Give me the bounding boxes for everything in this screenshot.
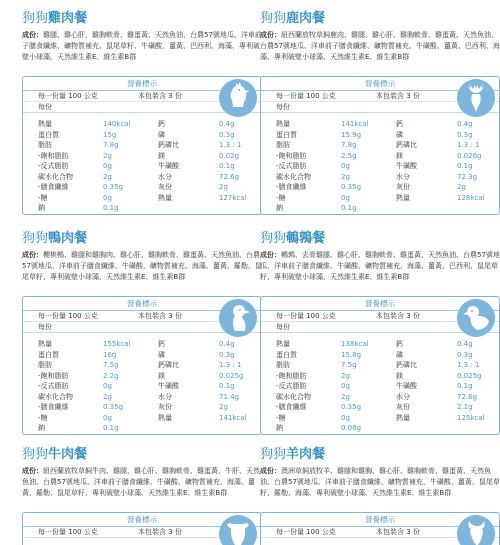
nutrition-row xyxy=(23,182,261,193)
nutrient-value: 0g xyxy=(341,382,350,390)
nutrient-label: 磷 xyxy=(396,350,403,359)
ingredients-text: 成份：紐西蘭放牧草飼鹿肉、雞腿、雞心肝、雞胸軟骨、雞蛋黃、天然魚油、台農57號地瓜、洋車前子膳食纖維、礦物質補充、牛磺酸、薑黃、巴西利、海藻、專利破壁小球藻、天然維生素E、維生素B群 xyxy=(260,31,500,61)
nutrient-value: 0.35g xyxy=(341,403,362,411)
nutrient-value: 127kcal xyxy=(219,193,247,202)
product-venison xyxy=(260,10,500,215)
nutrition-row xyxy=(23,193,261,204)
nutrient-label: -膳食纖維 xyxy=(276,183,307,191)
per-serving-row: 每份 xyxy=(23,102,261,113)
nutrient-label: 碳水化合物 xyxy=(38,172,73,181)
nutrition-panel xyxy=(260,76,500,215)
nutrient-label: 碳水化合物 xyxy=(38,392,73,401)
product-title: 狗狗鹿肉餐 xyxy=(260,11,326,26)
nutrient-value: 0.3g xyxy=(219,350,235,359)
nutrient-label: 水分 xyxy=(396,172,410,181)
nutrient-value: 7.8g xyxy=(341,141,357,149)
nutrient-value: 0.1g xyxy=(103,424,119,432)
nutrient-label: -糖 xyxy=(276,193,286,202)
nutrient-value: 7.5g xyxy=(103,361,119,369)
nutrient-label: 熱量 xyxy=(276,120,290,128)
nutrient-value: 1.3 : 1 xyxy=(219,141,242,149)
nutrition-row xyxy=(23,151,261,162)
nutrient-label: 熱量 xyxy=(38,120,52,128)
cow-icon xyxy=(219,515,257,545)
nutrient-value: 0.4g xyxy=(457,340,473,348)
panel-heading: 營養標示 xyxy=(261,513,499,527)
nutrition-row xyxy=(23,423,261,434)
nutrient-label: 蛋白質 xyxy=(276,350,297,359)
nutrition-row xyxy=(261,193,499,204)
nutrient-label: -反式脂肪 xyxy=(38,162,69,170)
nutrient-label: 鎂 xyxy=(158,371,165,380)
per-serving-row: 每份 xyxy=(23,322,261,333)
nutrient-label: -飽和脂肪 xyxy=(38,371,69,380)
nutrient-value: 71.4g xyxy=(219,392,240,401)
nutrient-label: 碳水化合物 xyxy=(276,172,311,181)
nutrition-row xyxy=(261,140,499,151)
panel-heading: 營養標示 xyxy=(23,77,261,91)
nutrient-label: 熱量 xyxy=(158,413,172,422)
product-chicken xyxy=(22,10,262,215)
nutrient-label: -膳食纖維 xyxy=(38,403,69,411)
nutrient-value: 0g xyxy=(103,382,112,390)
nutrient-label: 鈣磷比 xyxy=(158,141,179,149)
nutrient-value: 0.1g xyxy=(457,162,473,170)
panel-heading: 營養標示 xyxy=(261,297,499,311)
nutrition-row xyxy=(23,119,261,130)
nutrient-label: 脂肪 xyxy=(38,141,52,149)
nutrient-label: 鎂 xyxy=(396,151,403,160)
nutrient-value: 16g xyxy=(103,350,117,359)
nutrient-value: 0.026g xyxy=(457,151,482,160)
nutrient-label: 脂肪 xyxy=(38,361,52,369)
nutrient-value: 7.5g xyxy=(341,361,357,369)
nutrition-row xyxy=(261,161,499,172)
nutrient-label: -糖 xyxy=(38,413,48,422)
nutrient-value: 7.8g xyxy=(103,141,119,149)
product-title: 狗狗羊肉餐 xyxy=(260,447,326,462)
nutrient-value: 155kcal xyxy=(103,340,131,348)
nutrient-value: 72.6g xyxy=(219,172,240,181)
nutrient-label: 鎂 xyxy=(396,371,403,380)
ingredients-text: 成份：雞腿、雞心肝、雞胸軟骨、雞蛋黃、天然魚油、台農57號地瓜、洋車前子膳食纖維、礦物質補充、鼠尾草籽、牛磺酸、薑黃、巴西利、海藻、專利破壁小球藻、天然維生素E、維生素B群 xyxy=(22,31,262,61)
nutrient-label: 磷 xyxy=(158,350,165,359)
nutrient-value: 2g xyxy=(103,172,112,181)
nutrient-label: 鈉 xyxy=(38,204,45,212)
nutrient-value: 1.3 : 1 xyxy=(219,361,242,369)
nutrient-value: 2g xyxy=(219,183,228,191)
nutrient-value: 2.5g xyxy=(341,151,357,160)
nutrition-panel xyxy=(260,512,500,545)
nutrient-value: 2g xyxy=(457,183,466,191)
nutrition-rows xyxy=(261,113,499,214)
nutrition-row xyxy=(261,413,499,424)
ingredients-text: 成份：鵪鶉、去骨雞腿、雞心肝、雞胸軟骨、雞蛋黃、天然魚油、台農57號地瓜、洋車前子膳食纖維、牛磺酸、礦物質補充、海藻、薑黃、巴西利、鼠尾草籽、專利破壁小球藻、天然維生素E、維生素B群 xyxy=(260,251,500,281)
nutrient-label: 牛磺酸 xyxy=(396,382,417,390)
nutrient-value: 0.1g xyxy=(103,204,119,212)
nutrient-value: 0.4g xyxy=(457,120,473,128)
nutrient-label: 鈣磷比 xyxy=(158,361,179,369)
nutrition-panel xyxy=(22,76,262,215)
nutrition-row xyxy=(23,339,261,350)
nutrition-row xyxy=(23,161,261,172)
nutrition-rows xyxy=(23,333,261,434)
nutrient-label: 鈣 xyxy=(158,340,165,348)
nutrient-label: 脂肪 xyxy=(276,361,290,369)
nutrient-value: 0.1g xyxy=(341,204,357,212)
nutrient-label: 鈣 xyxy=(158,120,165,128)
nutrient-label: 鈉 xyxy=(276,424,283,432)
quail-icon xyxy=(457,299,495,337)
nutrition-row xyxy=(261,172,499,183)
nutrient-value: 0g xyxy=(103,193,112,202)
nutrient-label: 鎂 xyxy=(158,151,165,160)
nutrient-label: 灰份 xyxy=(396,403,410,411)
ingredients-text: 成份：澳洲草飼放牧羊、雞腿和雞胸、雞心肝、雞胸軟骨、雞蛋黃、天然魚油、台農57號地瓜、洋車前子膳食纖維、礦物質補充、牛磺酸、薑黃、鼠尾草籽、羅勒、海藻、專利破壁小球藻、天然維生素E、維生素B群 xyxy=(260,467,500,497)
nutrition-row xyxy=(261,203,499,214)
nutrient-label: 鈣 xyxy=(396,120,403,128)
nutrient-label: 熱量 xyxy=(276,340,290,348)
nutrition-row xyxy=(261,423,499,434)
nutrient-label: 磷 xyxy=(158,130,165,139)
nutrient-label: 鈉 xyxy=(276,204,283,212)
nutrition-panel xyxy=(22,512,262,545)
nutrient-label: -反式脂肪 xyxy=(38,382,69,390)
nutrient-label: 鈣 xyxy=(396,340,403,348)
nutrient-label: 熱量 xyxy=(158,193,172,202)
nutrient-label: 蛋白質 xyxy=(38,350,59,359)
nutrient-label: 熱量 xyxy=(396,193,410,202)
panel-heading: 營養標示 xyxy=(261,77,499,91)
nutrient-value: 138kcal xyxy=(341,340,369,348)
product-duck xyxy=(22,230,262,435)
nutrient-value: 125kcal xyxy=(457,413,485,422)
per-serving-row: 每份 xyxy=(261,322,499,333)
nutrient-value: 0.1g xyxy=(219,382,235,390)
nutrient-value: 0.35g xyxy=(103,183,124,191)
nutrition-row xyxy=(261,392,499,403)
nutrient-label: 水分 xyxy=(158,392,172,401)
nutrition-row xyxy=(261,350,499,361)
duck-icon xyxy=(219,299,257,337)
panel-heading: 營養標示 xyxy=(23,513,261,527)
nutrient-value: 2g xyxy=(341,371,350,380)
nutrition-panel xyxy=(22,296,262,435)
nutrient-value: 2g xyxy=(341,172,350,181)
nutrition-row xyxy=(261,151,499,162)
nutrition-row xyxy=(23,350,261,361)
nutrient-value: 72.3g xyxy=(457,172,478,181)
nutrient-value: 0g xyxy=(341,193,350,202)
product-quail xyxy=(260,230,500,435)
nutrient-label: 熱量 xyxy=(396,413,410,422)
nutrition-row xyxy=(23,360,261,371)
nutrient-value: 141kcal xyxy=(219,413,247,422)
nutrient-label: 磷 xyxy=(396,130,403,139)
serving-row: 每一份量 100 公克 本包裝含 3 份 xyxy=(23,311,261,322)
nutrient-value: 128kcal xyxy=(457,193,485,202)
nutrient-value: 15g xyxy=(103,130,117,139)
nutrient-label: 牛磺酸 xyxy=(158,382,179,390)
serving-row: 每一份量 100 公克 本包裝含 3 份 xyxy=(261,91,499,102)
product-title: 狗狗鵪鶉餐 xyxy=(260,231,326,246)
nutrient-value: 72.6g xyxy=(457,392,478,401)
nutrient-label: -飽和脂肪 xyxy=(38,151,69,160)
nutrition-row xyxy=(261,381,499,392)
nutrient-label: 鈣磷比 xyxy=(396,141,417,149)
nutrition-row xyxy=(261,402,499,413)
nutrition-row xyxy=(261,130,499,141)
product-title: 狗狗牛肉餐 xyxy=(22,447,88,462)
nutrient-label: 水分 xyxy=(396,392,410,401)
nutrition-row xyxy=(23,203,261,214)
nutrition-row xyxy=(23,381,261,392)
nutrient-label: 鈣磷比 xyxy=(396,361,417,369)
nutrient-label: 水分 xyxy=(158,172,172,181)
nutrient-label: 牛磺酸 xyxy=(396,162,417,170)
serving-row: 每一份量 100 公克 本包裝含 3 份 xyxy=(261,311,499,322)
nutrition-row xyxy=(261,371,499,382)
nutrition-row xyxy=(261,119,499,130)
product-lamb xyxy=(260,446,500,545)
serving-row: 每一份量 100 公克 本包裝含 3 份 xyxy=(23,527,261,538)
nutrition-row xyxy=(261,360,499,371)
nutrient-value: 1.3 : 1 xyxy=(457,361,480,369)
nutrition-row xyxy=(23,413,261,424)
nutrient-label: -膳食纖維 xyxy=(38,183,69,191)
nutrient-value: 2g xyxy=(103,151,112,160)
product-title: 狗狗雞肉餐 xyxy=(22,11,88,26)
nutrient-label: 灰份 xyxy=(158,183,172,191)
nutrition-row xyxy=(23,402,261,413)
nutrient-value: 0.3g xyxy=(219,130,235,139)
nutrient-value: 0.025g xyxy=(219,371,244,380)
panel-heading: 營養標示 xyxy=(23,297,261,311)
nutrient-value: 0g xyxy=(341,162,350,170)
nutrient-value: 2g xyxy=(341,392,350,401)
nutrition-row xyxy=(23,392,261,403)
nutrient-label: 脂肪 xyxy=(276,141,290,149)
ingredients-text: 成份：紐西蘭放牧草飼牛肉、雞腿、雞心肝、雞胸軟骨、雞蛋黃、牛肝、天然魚油、台農57號地瓜、洋車前子膳食纖維、牛磺酸、礦物質補充、海藻、薑黃、羅勒、鼠尾草籽、專利破壁小球藻、天然維生素E、維生素B群 xyxy=(22,467,260,497)
nutrient-label: -糖 xyxy=(38,193,48,202)
nutrient-label: -糖 xyxy=(276,413,286,422)
nutrient-value: 0.4g xyxy=(219,340,235,348)
nutrient-value: 0.4g xyxy=(219,120,235,128)
nutrition-rows xyxy=(23,113,261,214)
nutrient-value: 0.1g xyxy=(219,162,235,170)
nutrition-rows xyxy=(261,333,499,434)
nutrient-label: 蛋白質 xyxy=(38,130,59,139)
nutrient-value: 0.08g xyxy=(341,424,362,432)
nutrient-label: -飽和脂肪 xyxy=(276,371,307,380)
nutrient-label: 灰份 xyxy=(396,183,410,191)
nutrient-label: -反式脂肪 xyxy=(276,382,307,390)
serving-row: 每一份量 100 公克 本包裝含 3 份 xyxy=(23,91,261,102)
nutrient-label: 蛋白質 xyxy=(276,130,297,139)
nutrient-label: -反式脂肪 xyxy=(276,162,307,170)
nutrition-panel xyxy=(260,296,500,435)
product-beef xyxy=(22,446,262,545)
nutrient-label: 牛磺酸 xyxy=(158,162,179,170)
nutrient-value: 1.3 : 1 xyxy=(457,141,480,149)
nutrient-value: 15.9g xyxy=(341,130,362,139)
ingredients-text: 成份：櫻桃鴨、雞腿和雞胸肉、雞心肝、雞胸軟骨、雞蛋黃、天然魚油、台農57號地瓜、洋車前子膳食纖維、牛磺酸、礦物質補充、海藻、薑黃、羅勒、鼠尾草籽、專利破壁小球藻、天然維生素E、維生素B群 xyxy=(22,251,262,281)
nutrient-label: -膳食纖維 xyxy=(276,403,307,411)
product-title: 狗狗鴨肉餐 xyxy=(22,231,88,246)
nutrient-value: 15.8g xyxy=(341,350,362,359)
nutrient-label: 熱量 xyxy=(38,340,52,348)
nutrient-value: 0g xyxy=(341,413,350,422)
nutrient-value: 0g xyxy=(103,162,112,170)
goat-icon xyxy=(457,515,495,545)
nutrition-row xyxy=(261,182,499,193)
nutrient-value: 0g xyxy=(103,413,112,422)
nutrient-value: 0.02g xyxy=(219,151,240,160)
nutrient-value: 2.1g xyxy=(457,403,473,411)
nutrient-value: 0.3g xyxy=(457,130,473,139)
per-serving-row: 每份 xyxy=(261,102,499,113)
nutrition-row xyxy=(261,339,499,350)
nutrient-value: 0.025g xyxy=(457,371,482,380)
nutrition-row xyxy=(23,130,261,141)
serving-row: 每一份量 100 公克 本包裝含 3 份 xyxy=(261,527,499,538)
nutrient-label: 灰份 xyxy=(158,403,172,411)
nutrient-value: 141kcal xyxy=(341,120,369,128)
nutrient-value: 0.3g xyxy=(457,350,473,359)
deer-icon xyxy=(457,79,495,117)
nutrient-value: 0.35g xyxy=(103,403,124,411)
nutrient-label: -飽和脂肪 xyxy=(276,151,307,160)
nutrient-value: 2g xyxy=(219,403,228,411)
nutrient-value: 140kcal xyxy=(103,120,131,128)
nutrient-label: 鈉 xyxy=(38,424,45,432)
nutrient-value: 0.1g xyxy=(457,382,473,390)
nutrition-row xyxy=(23,140,261,151)
nutrition-row xyxy=(23,371,261,382)
nutrition-row xyxy=(23,172,261,183)
rooster-icon xyxy=(219,79,257,117)
nutrient-value: 0.35g xyxy=(341,183,362,191)
nutrient-value: 2g xyxy=(103,392,112,401)
nutrient-label: 碳水化合物 xyxy=(276,392,311,401)
nutrient-value: 2.2g xyxy=(103,371,119,380)
